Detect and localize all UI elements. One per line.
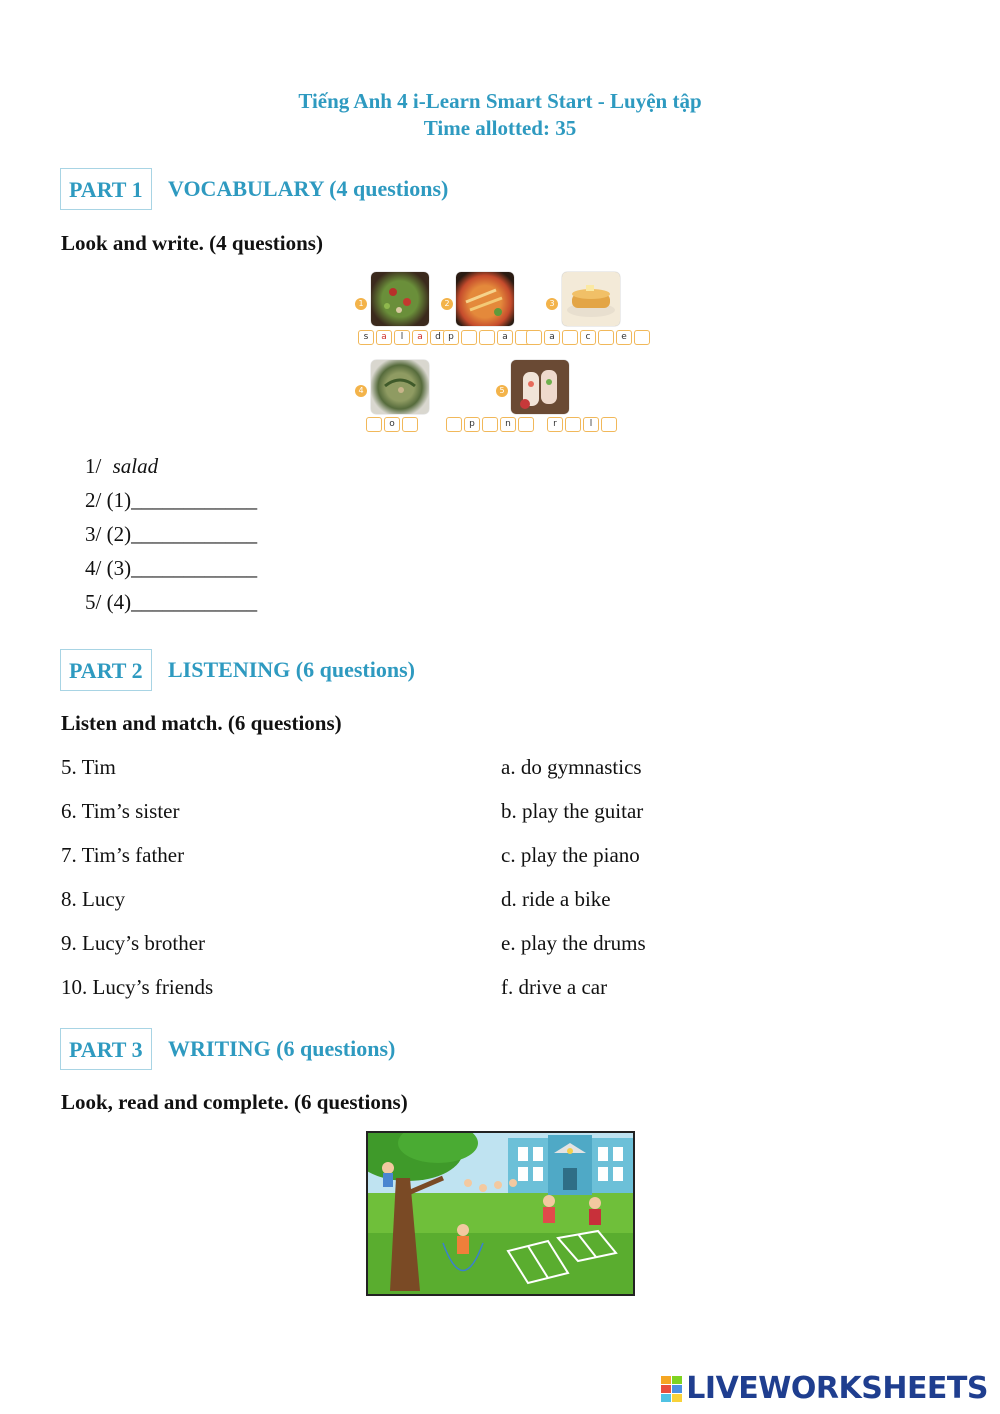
match-right-item[interactable]: c. play the piano — [501, 843, 640, 867]
word-boxes-1 — [358, 330, 446, 345]
spring-roll-picture — [511, 360, 569, 414]
answer-blank[interactable]: ____________ — [131, 522, 258, 546]
letter-box: l — [394, 330, 410, 345]
letter-box: r — [547, 417, 563, 432]
part3-instruction: Look, read and complete. (6 questions) — [61, 1090, 408, 1114]
logo-text: LIVEWORKSHEETS — [686, 1371, 988, 1406]
letter-box: a — [497, 330, 513, 345]
letter-box — [562, 330, 578, 345]
match-left-item[interactable]: 9. Lucy’s brother — [61, 931, 206, 955]
answer-3 — [85, 522, 257, 547]
worksheet-title: Tiếng Anh 4 i-Learn Smart Start - Luyện tập — [298, 89, 702, 113]
answer-5 — [85, 590, 257, 615]
match-right-item[interactable]: b. play the guitar — [501, 799, 644, 823]
part2-instruction: Listen and match. (6 questions) — [61, 711, 342, 735]
letter-box: d — [430, 330, 446, 345]
number-badge: 5 — [496, 385, 508, 397]
word-boxes-2 — [443, 330, 531, 345]
match-right-item[interactable]: e. play the drums — [501, 931, 646, 955]
part2-title: LISTENING (6 questions) — [168, 657, 415, 682]
word-boxes-4 — [366, 417, 418, 432]
match-left-item[interactable]: 5. Tim — [61, 755, 116, 779]
part1-label: PART 1 — [60, 168, 152, 210]
answer-prefix: 3/ (2) — [85, 522, 132, 546]
match-left-item[interactable]: 8. Lucy — [61, 887, 126, 911]
letter-box — [482, 417, 498, 432]
letter-box: n — [500, 417, 516, 432]
answer-blank[interactable]: ____________ — [131, 488, 258, 512]
match-right-item[interactable]: d. ride a bike — [501, 887, 611, 911]
number-badge: 2 — [441, 298, 453, 310]
playground-picture — [366, 1131, 635, 1296]
letter-box — [565, 417, 581, 432]
word-boxes-6 — [547, 417, 617, 432]
letter-box — [601, 417, 617, 432]
part2-label: PART 2 — [60, 649, 152, 691]
number-badge: 4 — [355, 385, 367, 397]
letter-box: l — [583, 417, 599, 432]
letter-box — [461, 330, 477, 345]
logo-blocks-icon — [661, 1376, 683, 1402]
match-left-item[interactable]: 10. Lucy’s friends — [61, 975, 214, 999]
part1-title: VOCABULARY (4 questions) — [168, 176, 449, 201]
letter-box: p — [443, 330, 459, 345]
answer-prefix: 2/ (1) — [85, 488, 132, 512]
part1-instruction: Look and write. (4 questions) — [61, 231, 323, 255]
answer-blank[interactable]: ____________ — [131, 556, 258, 580]
soup-picture — [371, 360, 429, 414]
letter-box: e — [616, 330, 632, 345]
number-badge: 1 — [355, 298, 367, 310]
letter-box — [402, 417, 418, 432]
letter-box — [634, 330, 650, 345]
word-boxes-5 — [446, 417, 534, 432]
part3-title: WRITING (6 questions) — [168, 1036, 396, 1061]
answer-prefix: 5/ (4) — [85, 590, 132, 614]
number-badge: 3 — [546, 298, 558, 310]
letter-box: s — [358, 330, 374, 345]
letter-box — [366, 417, 382, 432]
letter-box: a — [412, 330, 428, 345]
letter-box — [526, 330, 542, 345]
letter-box: p — [464, 417, 480, 432]
letter-box — [479, 330, 495, 345]
food-picture — [350, 268, 650, 438]
answer-prefix: 4/ (3) — [85, 556, 132, 580]
match-left-item[interactable]: 6. Tim’s sister — [61, 799, 180, 823]
part3-label: PART 3 — [60, 1028, 152, 1070]
answer-2 — [85, 488, 257, 513]
letter-box — [446, 417, 462, 432]
letter-box — [518, 417, 534, 432]
answer-value: salad — [112, 454, 159, 478]
letter-box: c — [580, 330, 596, 345]
pasta-picture — [456, 272, 514, 326]
time-allotted: Time allotted: 35 — [423, 116, 577, 140]
match-left-item[interactable]: 7. Tim’s father — [61, 843, 185, 867]
letter-box: a — [376, 330, 392, 345]
answer-4 — [85, 556, 257, 581]
liveworksheets-logo[interactable] — [661, 1371, 988, 1406]
letter-box — [598, 330, 614, 345]
answer-prefix: 1/ — [85, 454, 107, 478]
letter-box: o — [384, 417, 400, 432]
answer-1 — [85, 454, 158, 479]
salad-picture — [371, 272, 429, 326]
pancake-picture — [562, 272, 620, 326]
match-right-item[interactable]: a. do gymnastics — [501, 755, 642, 779]
word-boxes-3 — [526, 330, 650, 345]
letter-box: a — [544, 330, 560, 345]
match-right-item[interactable]: f. drive a car — [501, 975, 608, 999]
answer-blank[interactable]: ____________ — [131, 590, 258, 614]
